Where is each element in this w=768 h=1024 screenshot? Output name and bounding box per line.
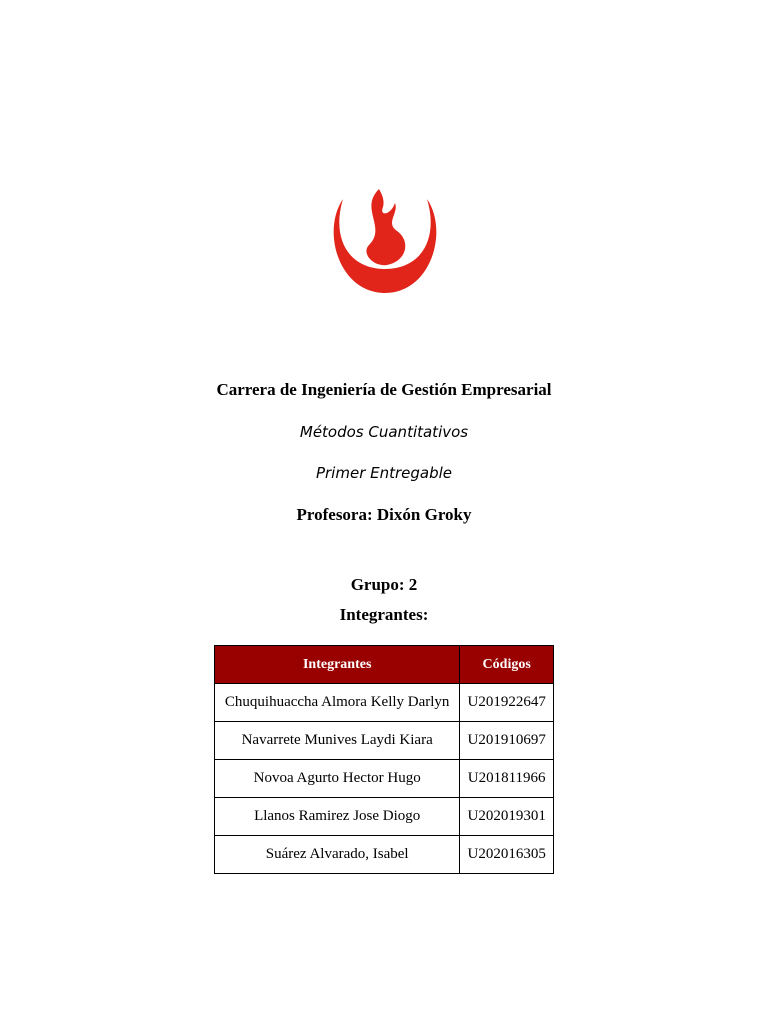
member-code: U201910697 [460, 722, 554, 760]
member-code: U201811966 [460, 760, 554, 798]
upc-flame-logo-icon [329, 187, 441, 295]
member-name: Llanos Ramirez Jose Diogo [215, 798, 460, 836]
course-name: Métodos Cuantitativos [299, 423, 469, 441]
members-table [214, 645, 554, 874]
table-row [215, 722, 554, 760]
member-name: Chuquihuaccha Almora Kelly Darlyn [215, 684, 460, 722]
table-row [215, 798, 554, 836]
member-code: U201922647 [460, 684, 554, 722]
table-row [215, 836, 554, 874]
member-name: Suárez Alvarado, Isabel [215, 836, 460, 874]
member-name: Novoa Agurto Hector Hugo [215, 760, 460, 798]
member-name: Navarrete Munives Laydi Kiara [215, 722, 460, 760]
members-heading: Integrantes: [339, 605, 429, 624]
group-line: Grupo: 2 [350, 575, 418, 594]
member-code: U202019301 [460, 798, 554, 836]
deliverable-name: Primer Entregable [315, 464, 453, 482]
table-header-row [215, 646, 554, 684]
member-code: U202016305 [460, 836, 554, 874]
header-integrantes: Integrantes [215, 646, 460, 684]
table-row [215, 684, 554, 722]
career-title: Carrera de Ingeniería de Gestión Empresarial [216, 380, 552, 399]
logo-flame [366, 189, 405, 265]
professor-line: Profesora: Dixón Groky [296, 505, 472, 524]
header-codigos: Códigos [460, 646, 554, 684]
table-row [215, 760, 554, 798]
